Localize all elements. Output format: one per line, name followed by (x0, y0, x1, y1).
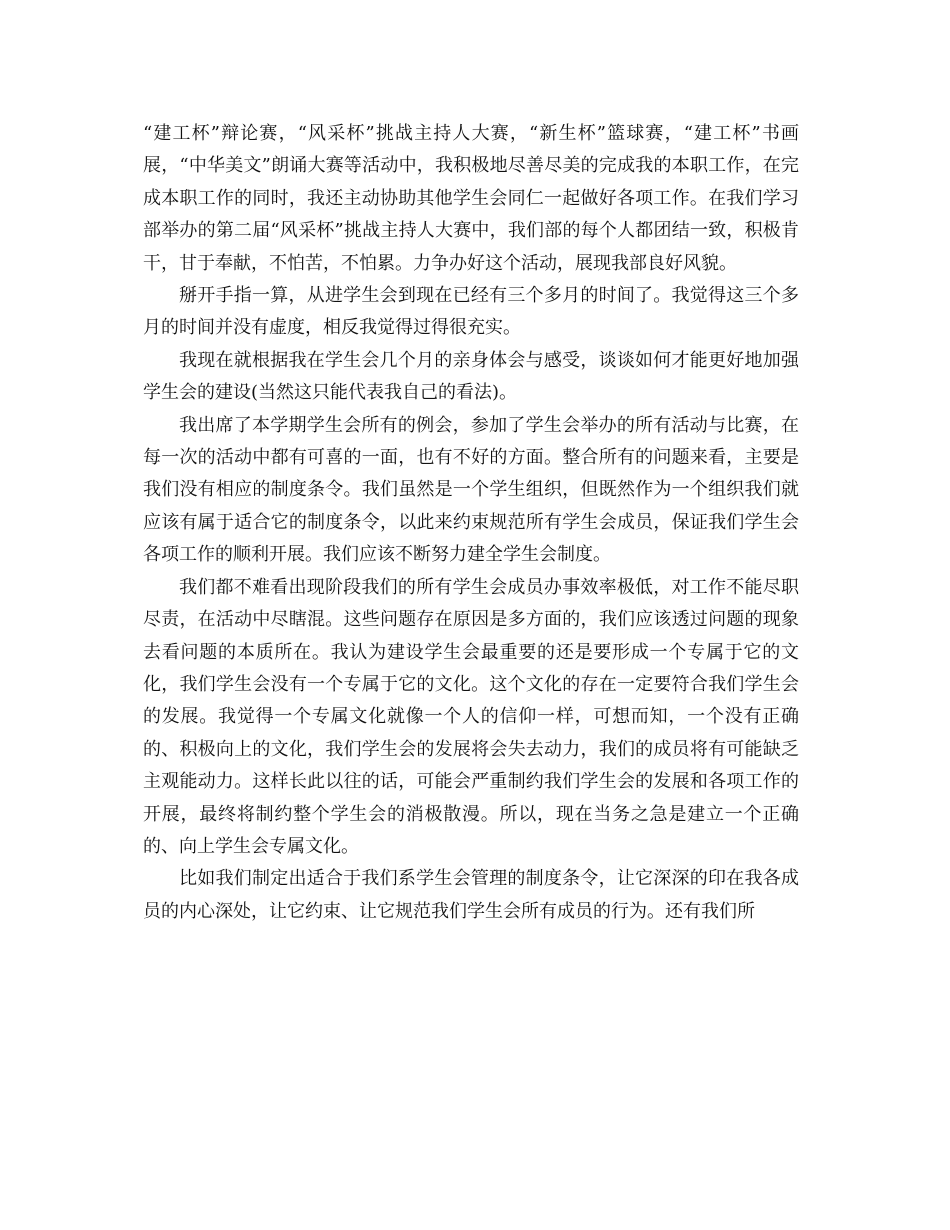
paragraph-6: 比如我们制定出适合于我们系学生会管理的制度条令，让它深深的印在我各成员的内心深处，让它约束、让它规范我们学生会所有成员的行为。还有我们所 (143, 868, 799, 922)
paragraph-2: 掰开手指一算，从进学生会到现在已经有三个多月的时间了。我觉得这三个多月的时间并没有虚度，相反我觉得过得很充实。 (143, 285, 799, 339)
document-body (143, 118, 799, 928)
paragraph-3: 我现在就根据我在学生会几个月的亲身体会与感受，谈谈如何才能更好地加强学生会的建设(当然这只能代表我自己的看法)。 (143, 349, 799, 404)
paragraph-5: 我们都不难看出现阶段我们的所有学生会成员办事效率极低，对工作不能尽职尽责，在活动中尽瞎混。这些问题存在原因是多方面的，我们应该透过问题的现象去看问题的本质所在。我认为建设学生会最重要的还是要形成一个专属于它的文化，我们学生会没有一个专属于它的文化。这个文化的存在一定要符合我们学生会的发展。我觉得一个专属文化就像一个人的信仰一样，可想而知，一个没有正确的、积极向上的文化，我们学生会的发展将会失去动力，我们的成员将有可能缺乏主观能动力。这样长此以往的话，可能会严重制约我们学生会的发展和各项工作的开展，最终将制约整个学生会的消极散漫。所以，现在当务之急是建立一个正确的、向上学生会专属文化。 (143, 576, 799, 857)
paragraph-1: “建工杯”辩论赛，“风采杯”挑战主持人大赛，“新生杯”篮球赛，“建工杯”书画展，“中华美文”朗诵大赛等活动中，我积极地尽善尽美的完成我的本职工作，在完成本职工作的同时，我还主动协助其他学生会同仁一起做好各项工作。在我们学习部举办的第二届“风采杯”挑战主持人大赛中，我们部的每个人都团结一致，积极肯干，甘于奉献，不怕苦，不怕累。力争办好这个活动，展现我部良好风貌。 (143, 123, 799, 274)
paragraph-4: 我出席了本学期学生会所有的例会，参加了学生会举办的所有活动与比赛，在每一次的活动中都有可喜的一面，也有不好的方面。整合所有的问题来看，主要是我们没有相应的制度条令。我们虽然是一个学生组织，但既然作为一个组织我们就应该有属于适合它的制度条令，以此来约束规范所有学生会成员，保证我们学生会各项工作的顺利开展。我们应该不断努力建全学生会制度。 (143, 414, 799, 566)
